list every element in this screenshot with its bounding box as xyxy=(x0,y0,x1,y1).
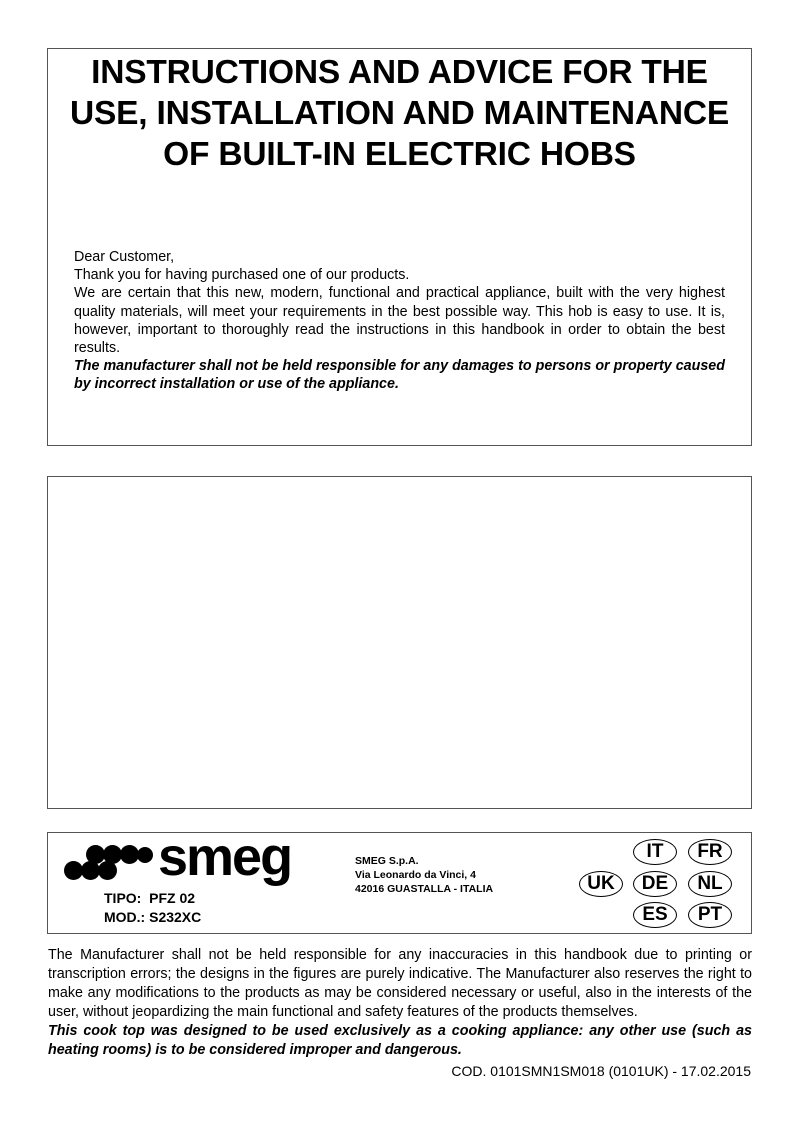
mod-line: MOD.: S232XC xyxy=(104,909,202,925)
salutation: Dear Customer, xyxy=(74,249,175,265)
intro-body: We are certain that this new, modern, functional and practical appliance, built with the very highest quality materials, will meet your requirements in the best possible way. This hob is easy to use. It is, however, important to thoroughly read the instructions in this handbook in order to obtain the best results. xyxy=(74,285,725,357)
language-badge-uk: UK xyxy=(579,871,623,897)
language-badge-nl: NL xyxy=(688,871,732,897)
address-line-1: SMEG S.p.A. xyxy=(355,855,419,867)
footer-notice xyxy=(48,946,752,1060)
manufacturer-address xyxy=(355,854,493,896)
language-badge-it: IT xyxy=(633,839,677,865)
language-badge-es: ES xyxy=(633,902,677,928)
address-line-2: Via Leonardo da Vinci, 4 xyxy=(355,869,476,881)
manufacturer-notice: The Manufacturer shall not be held responsible for any inaccuracies in this handbook due to printing or transcription errors; the designs in the figures are purely indicative. The Manufacturer also reserves the right to make any modifications to the products as may be considered necessary or useful, also in the interests of the user, without jeopardizing the main functional and safety features of the products themselves. xyxy=(48,947,752,1020)
language-badge-fr: FR xyxy=(688,839,732,865)
brand-wordmark: smeg xyxy=(158,827,292,887)
figure-placeholder-box xyxy=(47,476,752,809)
model-info xyxy=(104,889,201,927)
language-badge-de: DE xyxy=(633,871,677,897)
intro-text xyxy=(74,248,725,394)
address-line-3: 42016 GUASTALLA - ITALIA xyxy=(355,883,494,895)
usage-warning: This cook top was designed to be used exclusively as a cooking appliance: any other use (such as heating rooms) is to be considered improper and dangerous. xyxy=(48,1023,752,1058)
title-line-1: INSTRUCTIONS AND ADVICE FOR THE xyxy=(91,54,708,91)
thanks-line: Thank you for having purchased one of our products. xyxy=(74,267,410,284)
document-code: COD. 0101SMN1SM018 (0101UK) - 17.02.2015 xyxy=(451,1063,751,1079)
intro-disclaimer: The manufacturer shall not be held responsible for any damages to persons or property caused by incorrect installation or use of the appliance. xyxy=(74,358,725,393)
language-badge-pt: PT xyxy=(688,902,732,928)
document-title xyxy=(48,52,751,175)
smeg-logo xyxy=(62,827,302,887)
rating-label-box xyxy=(47,827,752,934)
tipo-line: TIPO: PFZ 02 xyxy=(104,890,196,906)
title-line-2: USE, INSTALLATION AND MAINTENANCE xyxy=(69,95,730,132)
title-line-3: OF BUILT-IN ELECTRIC HOBS xyxy=(163,136,636,173)
intro-box xyxy=(47,48,752,446)
